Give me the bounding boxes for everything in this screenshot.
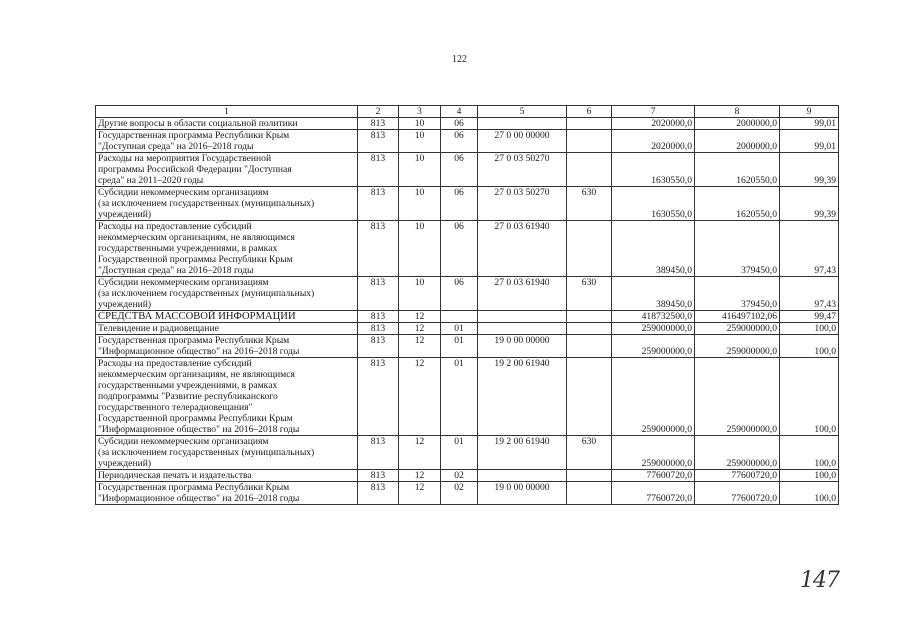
column-header: 4 [441,106,478,118]
cell-col-4: 06 [441,187,478,221]
cell-col-2: 813 [358,436,399,470]
table-row [96,436,839,470]
cell-col-2: 813 [358,187,399,221]
cell-col-9: 97,43 [780,221,839,277]
cell-col-6 [567,335,612,358]
cell-col-2: 813 [358,277,399,311]
cell-col-9: 100,0 [780,436,839,470]
row-label: Субсидии некоммерческим организациям (за исключением государственных (муниципальных) учреждений) [96,277,358,311]
cell-col-7: 259000000,0 [612,335,695,358]
cell-col-4: 02 [441,470,478,482]
row-label: Государственная программа Республики Крым "Информационное общество" на 2016–2018 годы [96,335,358,358]
table-row [96,311,839,323]
cell-col-4: 06 [441,153,478,187]
table-row [96,482,839,505]
cell-col-6 [567,118,612,130]
row-label: Периодическая печать и издательства [96,470,358,482]
cell-col-9: 100,0 [780,482,839,505]
cell-col-7: 2020000,0 [612,118,695,130]
row-label: Государственная программа Республики Крым "Доступная среда" на 2016–2018 годы [96,130,358,153]
cell-col-6 [567,470,612,482]
cell-col-5 [478,470,567,482]
cell-col-4 [441,311,478,323]
cell-col-9: 100,0 [780,323,839,335]
cell-col-6 [567,358,612,436]
cell-col-5 [478,323,567,335]
cell-col-9: 99,47 [780,311,839,323]
cell-col-8: 2000000,0 [695,130,780,153]
cell-col-4: 06 [441,130,478,153]
cell-col-7: 1630550,0 [612,187,695,221]
row-label: Расходы на предоставление субсидий некоммерческим организациям, не являющимся государственными учреждениями, в рамках подпрограммы "Развитие республиканского государственного телерадиовещания" Государственной программы Республики Крым "Информационное общество" на 2016–2018 годы [96,358,358,436]
row-label: Субсидии некоммерческим организациям (за исключением государственных (муниципальных) учреждений) [96,187,358,221]
cell-col-5: 27 0 03 61940 [478,221,567,277]
row-label: Другие вопросы в области социальной политики [96,118,358,130]
cell-col-2: 813 [358,482,399,505]
cell-col-7: 389450,0 [612,277,695,311]
cell-col-5 [478,118,567,130]
cell-col-5: 27 0 00 00000 [478,130,567,153]
cell-col-8: 259000000,0 [695,358,780,436]
cell-col-3: 12 [399,470,441,482]
cell-col-7: 77600720,0 [612,470,695,482]
table-row [96,221,839,277]
cell-col-8: 77600720,0 [695,470,780,482]
cell-col-9: 100,0 [780,358,839,436]
cell-col-6 [567,153,612,187]
column-header: 5 [478,106,567,118]
table-row [96,118,839,130]
cell-col-5: 19 2 00 61940 [478,358,567,436]
cell-col-6: 630 [567,277,612,311]
cell-col-7: 259000000,0 [612,436,695,470]
cell-col-7: 1630550,0 [612,153,695,187]
column-header: 7 [612,106,695,118]
table-row [96,153,839,187]
cell-col-3: 12 [399,335,441,358]
cell-col-3: 10 [399,277,441,311]
cell-col-2: 813 [358,118,399,130]
cell-col-6: 630 [567,436,612,470]
cell-col-8: 379450,0 [695,277,780,311]
cell-col-7: 77600720,0 [612,482,695,505]
cell-col-5: 27 0 03 50270 [478,187,567,221]
cell-col-9: 99,01 [780,118,839,130]
cell-col-8: 259000000,0 [695,436,780,470]
cell-col-2: 813 [358,358,399,436]
cell-col-5: 27 0 03 61940 [478,277,567,311]
cell-col-6: 630 [567,187,612,221]
row-label: Телевидение и радиовещание [96,323,358,335]
cell-col-9: 99,39 [780,187,839,221]
table-row [96,187,839,221]
table-row [96,335,839,358]
cell-col-7: 389450,0 [612,221,695,277]
table-row [96,470,839,482]
cell-col-4: 01 [441,358,478,436]
table-row [96,130,839,153]
page-number: 122 [452,54,467,65]
cell-col-7: 259000000,0 [612,323,695,335]
cell-col-3: 12 [399,311,441,323]
cell-col-5: 27 0 03 50270 [478,153,567,187]
cell-col-3: 12 [399,358,441,436]
cell-col-8: 77600720,0 [695,482,780,505]
cell-col-2: 813 [358,323,399,335]
table-row [96,358,839,436]
cell-col-5 [478,311,567,323]
cell-col-4: 01 [441,335,478,358]
cell-col-2: 813 [358,153,399,187]
cell-col-9: 100,0 [780,470,839,482]
cell-col-4: 01 [441,436,478,470]
column-header: 6 [567,106,612,118]
row-label: СРЕДСТВА МАССОВОЙ ИНФОРМАЦИИ [96,311,358,323]
cell-col-6 [567,130,612,153]
row-label: Расходы на мероприятия Государственной программы Российской Федерации "Доступная среда" на 2011–2020 годы [96,153,358,187]
cell-col-9: 99,39 [780,153,839,187]
cell-col-6 [567,482,612,505]
budget-table [95,105,839,505]
cell-col-3: 12 [399,323,441,335]
cell-col-8: 416497102,06 [695,311,780,323]
cell-col-8: 259000000,0 [695,323,780,335]
cell-col-5: 19 0 00 00000 [478,482,567,505]
cell-col-3: 10 [399,130,441,153]
cell-col-6 [567,323,612,335]
cell-col-7: 418732500,0 [612,311,695,323]
row-label: Субсидии некоммерческим организациям (за исключением государственных (муниципальных) учреждений) [96,436,358,470]
column-header: 1 [96,106,358,118]
cell-col-4: 06 [441,118,478,130]
cell-col-2: 813 [358,130,399,153]
cell-col-4: 06 [441,277,478,311]
cell-col-5: 19 0 00 00000 [478,335,567,358]
handwritten-page-number: 147 [800,568,839,593]
cell-col-3: 10 [399,118,441,130]
cell-col-4: 01 [441,323,478,335]
cell-col-2: 813 [358,335,399,358]
cell-col-6 [567,311,612,323]
cell-col-3: 10 [399,187,441,221]
cell-col-3: 10 [399,153,441,187]
cell-col-2: 813 [358,311,399,323]
cell-col-8: 1620550,0 [695,153,780,187]
cell-col-8: 1620550,0 [695,187,780,221]
cell-col-5: 19 2 00 61940 [478,436,567,470]
cell-col-2: 813 [358,470,399,482]
cell-col-7: 2020000,0 [612,130,695,153]
cell-col-4: 02 [441,482,478,505]
cell-col-9: 100,0 [780,335,839,358]
table-row [96,277,839,311]
cell-col-9: 97,43 [780,277,839,311]
cell-col-3: 12 [399,482,441,505]
cell-col-8: 259000000,0 [695,335,780,358]
cell-col-8: 379450,0 [695,221,780,277]
cell-col-2: 813 [358,221,399,277]
column-header: 9 [780,106,839,118]
table-row [96,323,839,335]
cell-col-4: 06 [441,221,478,277]
column-header: 3 [399,106,441,118]
table-body [96,118,839,505]
cell-col-9: 99,01 [780,130,839,153]
cell-col-3: 10 [399,221,441,277]
cell-col-7: 259000000,0 [612,358,695,436]
cell-col-8: 2000000,0 [695,118,780,130]
column-header: 2 [358,106,399,118]
column-header: 8 [695,106,780,118]
table-header-row [96,106,839,118]
row-label: Государственная программа Республики Крым "Информационное общество" на 2016–2018 годы [96,482,358,505]
cell-col-6 [567,221,612,277]
row-label: Расходы на предоставление субсидий некоммерческим организациям, не являющимся государственными учреждениями, в рамках Государственной программы Республики Крым "Доступная среда" на 2016–2018 годы [96,221,358,277]
cell-col-3: 12 [399,436,441,470]
